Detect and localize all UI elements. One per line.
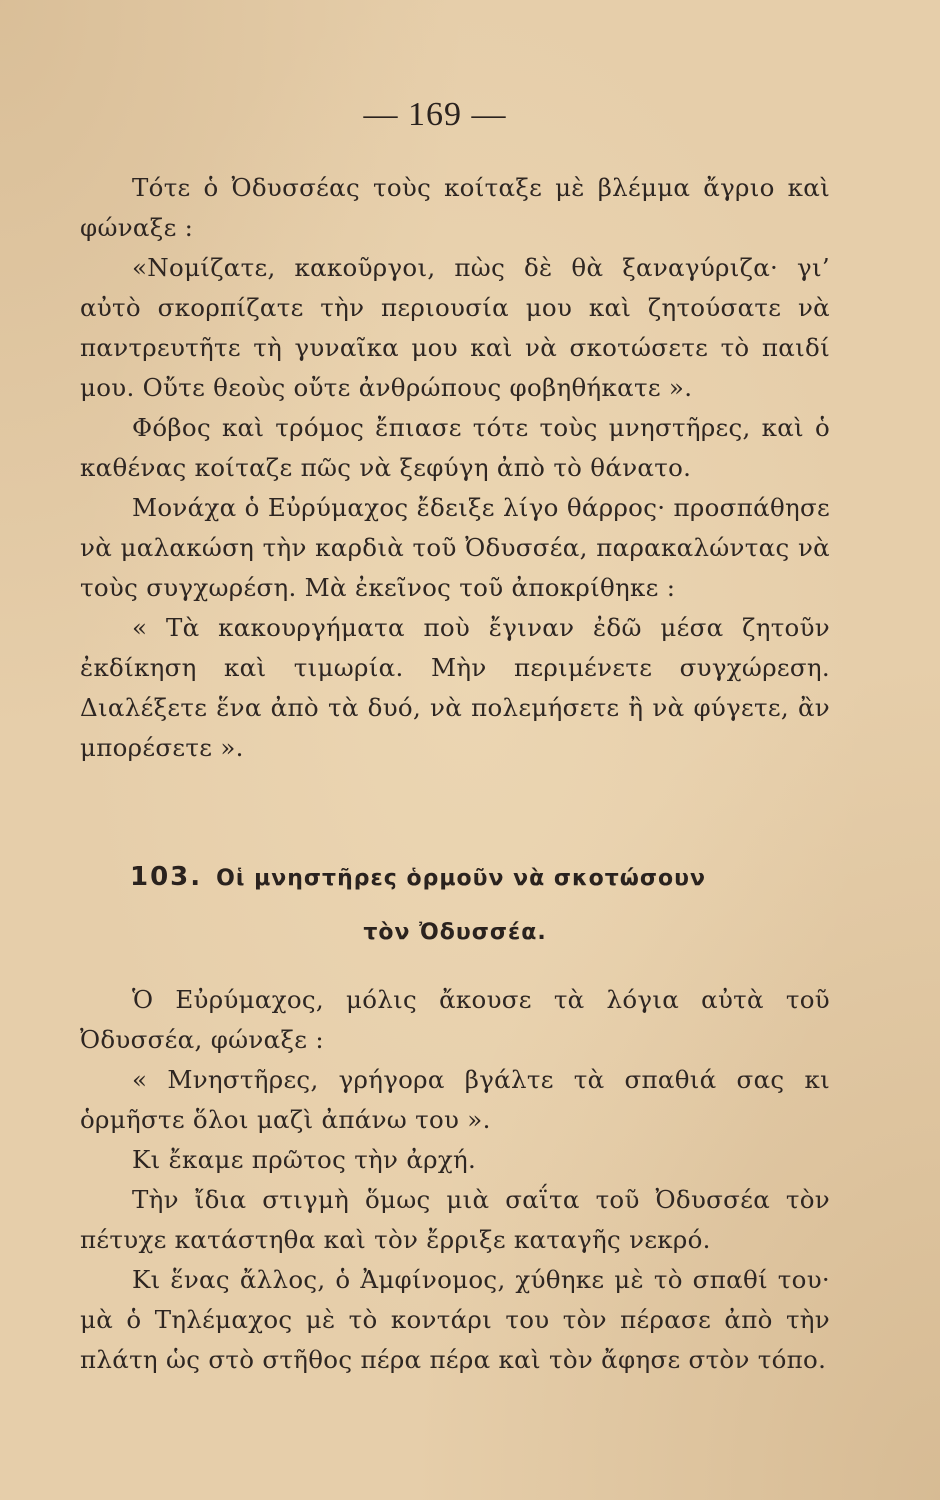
section-title-line-2: τὸν Ὀδυσσέα.	[363, 920, 547, 945]
section-number: 103.	[130, 862, 203, 892]
paragraph: « Τὰ κακουργήματα ποὺ ἔγιναν ἐδῶ μέσα ζητοῦν ἐκδίκηση καὶ τιμωρία. Μὴν περιμένετε συγχώρεση. Διαλέξετε ἕνα ἀπὸ τὰ δυό, νὰ πολεμήσετε ἢ νὰ φύγετε, ἂν μπορέσετε ».	[80, 613, 830, 762]
text-block-top	[80, 168, 830, 768]
section-title-line-1: Οἱ μνηστῆρες ὁρμοῦν νὰ σκοτώσουν	[216, 866, 707, 891]
paragraph: Τότε ὁ Ὀδυσσέας τοὺς κοίταξε μὲ βλέμμα ἄγριο καὶ φώναξε :	[80, 173, 830, 242]
paragraph: « Μνηστῆρες, γρήγορα βγάλτε τὰ σπαθιά σας κι ὁρμῆστε ὅλοι μαζὶ ἀπάνω του ».	[80, 1065, 830, 1134]
paragraph: Ὁ Εὐρύμαχος, μόλις ἄκουσε τὰ λόγια αὐτὰ τοῦ Ὀδυσσέα, φώναξε :	[80, 985, 830, 1054]
paragraph: Κι ἕνας ἄλλος, ὁ Ἀμφίνομος, χύθηκε μὲ τὸ σπαθί του· μὰ ὁ Τηλέμαχος μὲ τὸ κοντάρι του τὸν πέρασε ἀπὸ τὴν πλάτη ὡς στὸ στῆθος πέρα πέρα καὶ τὸν ἄφησε στὸν τόπο.	[80, 1265, 830, 1374]
paragraph: Κι ἔκαμε πρῶτος τὴν ἀρχή.	[132, 1145, 477, 1174]
section-heading	[80, 862, 880, 892]
paragraph: Τὴν ἴδια στιγμὴ ὅμως μιὰ σαΐτα τοῦ Ὀδυσσέα τὸν πέτυχε κατάστηθα καὶ τὸν ἔρριξε καταγῆς νεκρό.	[80, 1185, 830, 1254]
paragraph: Φόβος καὶ τρόμος ἔπιασε τότε τοὺς μνηστῆρες, καὶ ὁ καθένας κοίταζε πῶς νὰ ξεφύγη ἀπὸ τὸ θάνατο.	[80, 413, 830, 482]
page-number: — 169 —	[363, 96, 507, 133]
paragraph: «Νομίζατε, κακοῦργοι, πὼς δὲ θὰ ξαναγύριζα· γι’ αὐτὸ σκορπίζατε τὴν περιουσία μου καὶ ζητούσατε νὰ παντρευτῆτε τὴ γυναῖκα μου καὶ νὰ σκοτώσετε τὸ παιδί μου. Οὔτε θεοὺς οὔτε ἀνθρώπους φοβηθήκατε ».	[80, 253, 830, 402]
paragraph: Μονάχα ὁ Εὐρύμαχος ἔδειξε λίγο θάρρος· προσπάθησε νὰ μαλακώση τὴν καρδιὰ τοῦ Ὀδυσσέα, παρακαλώντας νὰ τοὺς συγχωρέση. Μὰ ἐκεῖνος τοῦ ἀποκρίθηκε :	[80, 493, 830, 602]
text-block-bottom	[80, 980, 830, 1380]
